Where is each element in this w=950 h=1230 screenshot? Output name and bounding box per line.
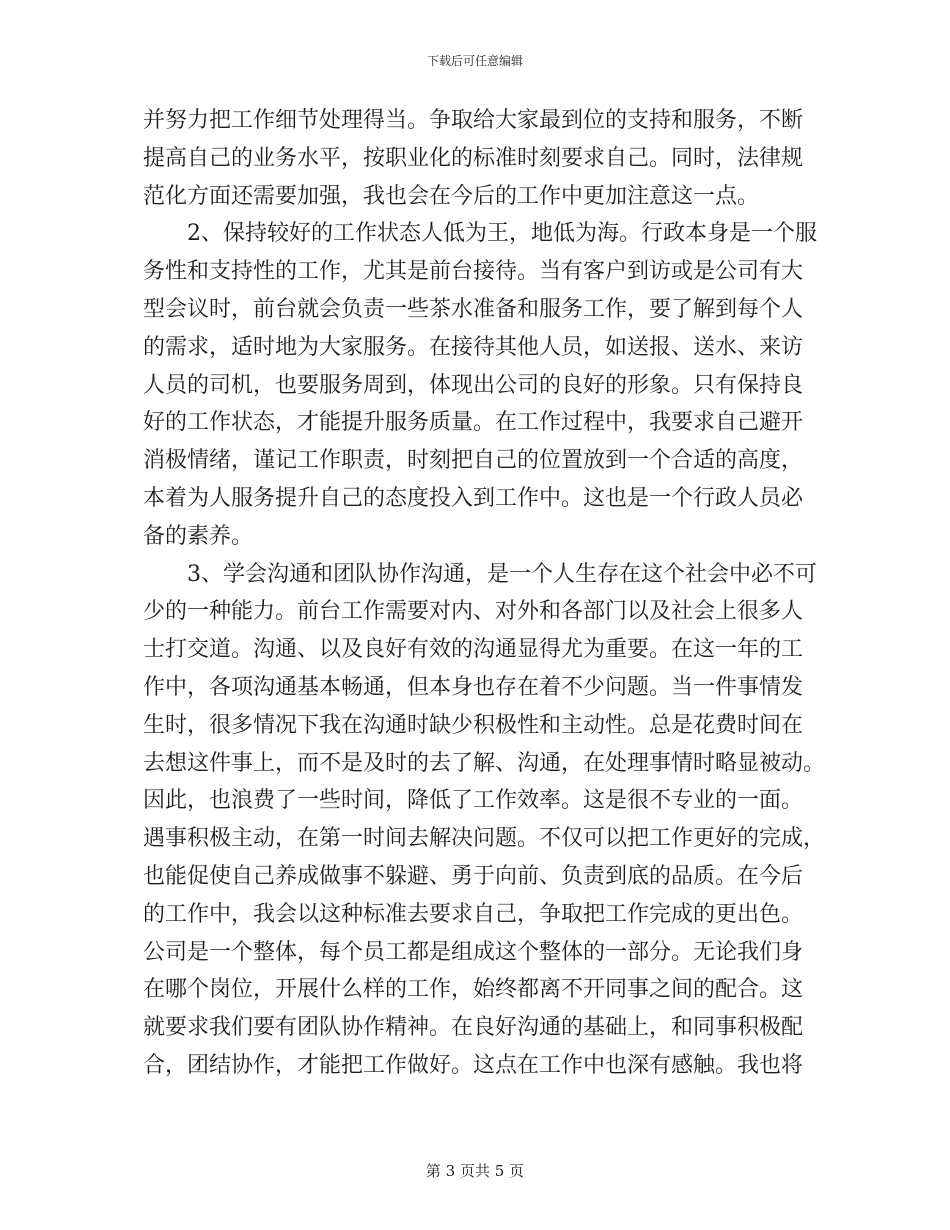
text-line: 备的素养。 <box>143 523 254 549</box>
text-line: 因此，也浪费了一些时间，降低了工作效率。这是很不专业的一面。 <box>143 788 804 814</box>
text-line: 去想这件事上，而不是及时的去了解、沟通，在处理事情时略显被动。 <box>143 750 826 776</box>
text-line: 合，团结协作，才能把工作做好。这点在工作中也深有感触。我也将 <box>143 1052 804 1078</box>
text-line: 3、学会沟通和团队协作沟通，是一个人生存在这个社会中必不可 <box>143 561 817 587</box>
text-line: 2、保持较好的工作状态人低为王，地低为海。行政本身是一个服 <box>143 221 817 247</box>
text-line: 的工作中，我会以这种标准去要求自己，争取把工作完成的更出色。 <box>143 901 804 927</box>
text-line: 士打交道。沟通、以及良好有效的沟通显得尤为重要。在这一年的工 <box>143 637 804 663</box>
text-line: 人员的司机，也要服务周到，体现出公司的良好的形象。只有保持良 <box>143 372 804 398</box>
text-line: 生时，很多情况下我在沟通时缺少积极性和主动性。总是花费时间在 <box>143 712 804 738</box>
text-line: 本着为人服务提升自己的态度投入到工作中。这也是一个行政人员必 <box>143 485 804 511</box>
text-line: 务性和支持性的工作，尤其是前台接待。当有客户到访或是公司有大 <box>143 259 804 285</box>
text-line: 好的工作状态，才能提升服务质量。在工作过程中，我要求自己避开 <box>143 410 804 436</box>
text-line: 也能促使自己养成做事不躲避、勇于向前、负责到底的品质。在今后 <box>143 863 804 889</box>
page-header-note: 下载后可任意编辑 <box>426 54 523 68</box>
text-line: 遇事积极主动，在第一时间去解决问题。不仅可以把工作更好的完成， <box>143 826 826 852</box>
text-line: 在哪个岗位，开展什么样的工作，始终都离不开同事之间的配合。这 <box>143 977 804 1003</box>
text-line: 提高自己的业务水平，按职业化的标准时刻要求自己。同时，法律规 <box>143 145 804 171</box>
page-number-footer: 第 3 页共 5 页 <box>425 1162 525 1180</box>
text-line: 范化方面还需要加强，我也会在今后的工作中更加注意这一点。 <box>143 183 760 209</box>
text-line: 少的一种能力。前台工作需要对内、对外和各部门以及社会上很多人 <box>143 599 804 625</box>
text-line: 型会议时，前台就会负责一些茶水准备和服务工作，要了解到每个人 <box>143 296 804 322</box>
text-line: 作中，各项沟通基本畅通，但本身也存在着不少问题。当一件事情发 <box>143 674 804 700</box>
text-line: 的需求，适时地为大家服务。在接待其他人员，如送报、送水、来访 <box>143 334 804 360</box>
text-line: 就要求我们要有团队协作精神。在良好沟通的基础上，和同事积极配 <box>143 1015 804 1041</box>
text-line: 消极情绪，谨记工作职责，时刻把自己的位置放到一个合适的高度， <box>143 448 804 474</box>
body-text <box>143 102 826 1085</box>
text-line: 并努力把工作细节处理得当。争取给大家最到位的支持和服务，不断 <box>143 108 804 133</box>
text-line: 公司是一个整体，每个员工都是组成这个整体的一部分。无论我们身 <box>143 939 804 965</box>
